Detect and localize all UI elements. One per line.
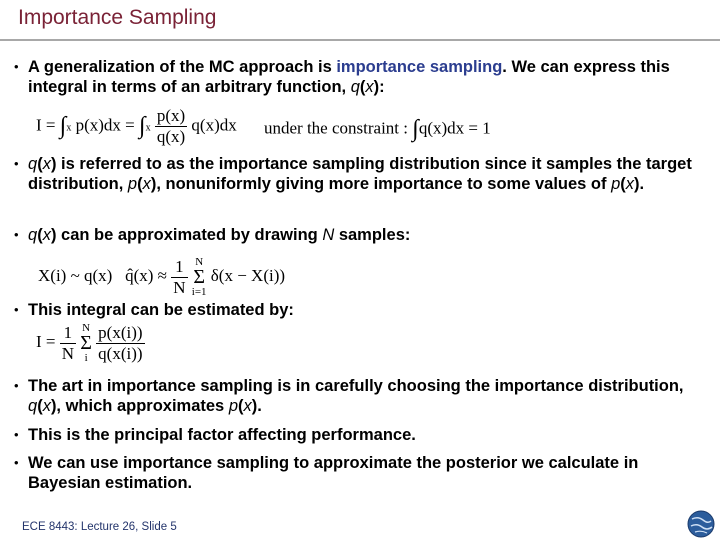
var-x: x [42,397,51,415]
paren: ( [37,226,43,244]
var-x: x [625,175,635,193]
bullet-dot: • [14,378,19,393]
bullet-1-highlight: importance sampling [336,58,503,76]
slide-footer: ECE 8443: Lecture 26, Slide 5 [22,521,177,533]
bullet-dot: • [14,59,19,74]
bullet-5 [14,376,704,416]
var-q: q [28,397,38,415]
var-q: q [28,155,38,173]
paren: ( [37,397,43,415]
constraint-expr: q(x)dx = 1 [418,118,491,138]
eq3-lhs: I = [36,331,56,351]
bullet-6 [14,425,704,445]
frac-denominator: N [61,343,75,363]
frac-numerator: 1 [171,257,187,278]
bullet-2-text [28,154,704,194]
eq2-fraction [171,257,187,298]
bullet-4 [14,300,704,320]
eq1-fraction [155,106,187,147]
frac-numerator: p(x) [156,106,186,125]
var-p: p [611,175,621,193]
paren: ( [37,155,43,173]
equation-sample-approx [38,256,285,298]
bullet-7-text: We can use importance sampling to approximate the posterior we calculate in Bayesian estimation. [28,454,639,492]
frac-denominator: N [173,277,186,297]
equation-importance-integral [36,106,237,147]
eq1-rest: q(x)dx [191,115,237,135]
var-x: x [365,78,374,96]
eq1-lhs: I = [36,115,56,135]
bullet-2-body2: ), nonuniformly giving more importance to some values of [150,175,612,193]
bullet-dot: • [14,156,19,171]
bullet-5-mid: ), which approximates [50,397,229,415]
bullet-5-end: ). [251,397,262,415]
bullet-5-body: The art in importance sampling is in carefully choosing the importance distribution, [28,377,684,395]
integral-sign: ∫ [59,113,67,139]
eq3-fraction [60,323,76,364]
bullet-1 [14,57,704,97]
bullet-2-body: ) is referred to as the importance sampling distribution since it samples the target distribution, [28,155,692,193]
frac-denominator: q(x) [156,127,186,146]
bullet-dot: • [14,427,19,442]
globe-logo-icon [686,509,716,539]
var-q: q [28,226,38,244]
var-p: p [228,397,238,415]
bullet-1-mid: . We can express this integral in terms of an arbitrary function, [28,58,670,96]
eq2-rest: δ(x − X(i)) [210,265,286,285]
sum-upper: N [82,322,91,334]
sum-upper: N [195,256,204,268]
bullet-2 [14,154,704,194]
bullet-2-end: ). [634,175,645,193]
sum-sign: Σ [80,332,92,354]
eq2-qhat: q̂(x) ≈ [125,265,167,285]
bullet-1-end: ): [373,78,385,96]
bullet-dot: • [14,302,19,317]
constraint-label: under the constraint : [264,118,408,138]
bullet-3-body: ) can be approximated by drawing [50,226,323,244]
bullet-dot: • [14,455,19,470]
title-divider [0,39,720,41]
frac-numerator: 1 [60,323,76,344]
equation-estimate [36,322,145,364]
frac-numerator: p(x(i)) [98,322,143,342]
bullet-5-text [28,376,704,416]
bullet-1-text [28,57,704,97]
paren: ( [137,175,143,193]
var-x: x [42,155,51,173]
integral-limit: x [145,122,151,134]
sum-sign: Σ [193,266,205,288]
integral-sign: ∫ [412,116,419,142]
paren: ( [359,78,366,96]
var-p: p [127,175,138,193]
slide-title: Importance Sampling [18,6,217,29]
eq3-fraction-2 [96,323,144,364]
var-x: x [243,397,252,415]
var-q: q [350,78,360,96]
var-x: x [142,175,151,193]
paren: ( [620,175,626,193]
sum-lower: i [84,352,88,364]
bullet-1-pre: A generalization of the MC approach is [28,58,337,76]
bullet-3 [14,225,704,245]
equation-constraint [264,116,491,143]
var-x: x [42,226,51,244]
var-n: N [322,226,335,244]
eq2-sum [192,256,207,298]
bullet-7 [14,453,704,493]
frac-denominator: q(x(i)) [98,343,143,363]
integral-limit: x [66,122,72,134]
sum-lower: i=1 [191,286,207,298]
bullet-dot: • [14,227,19,242]
eq2-lhs: X(i) ~ q(x) [38,265,113,285]
eq3-sum [80,322,92,364]
bullet-6-text: This is the principal factor affecting performance. [28,426,416,444]
integral-sign: ∫ [139,113,146,139]
eq1-integrand: p(x)dx = [75,115,135,135]
paren: ( [238,397,244,415]
bullet-3-end: samples: [334,226,411,244]
bullet-4-text: This integral can be estimated by: [28,301,294,319]
bullet-3-text [28,225,704,245]
